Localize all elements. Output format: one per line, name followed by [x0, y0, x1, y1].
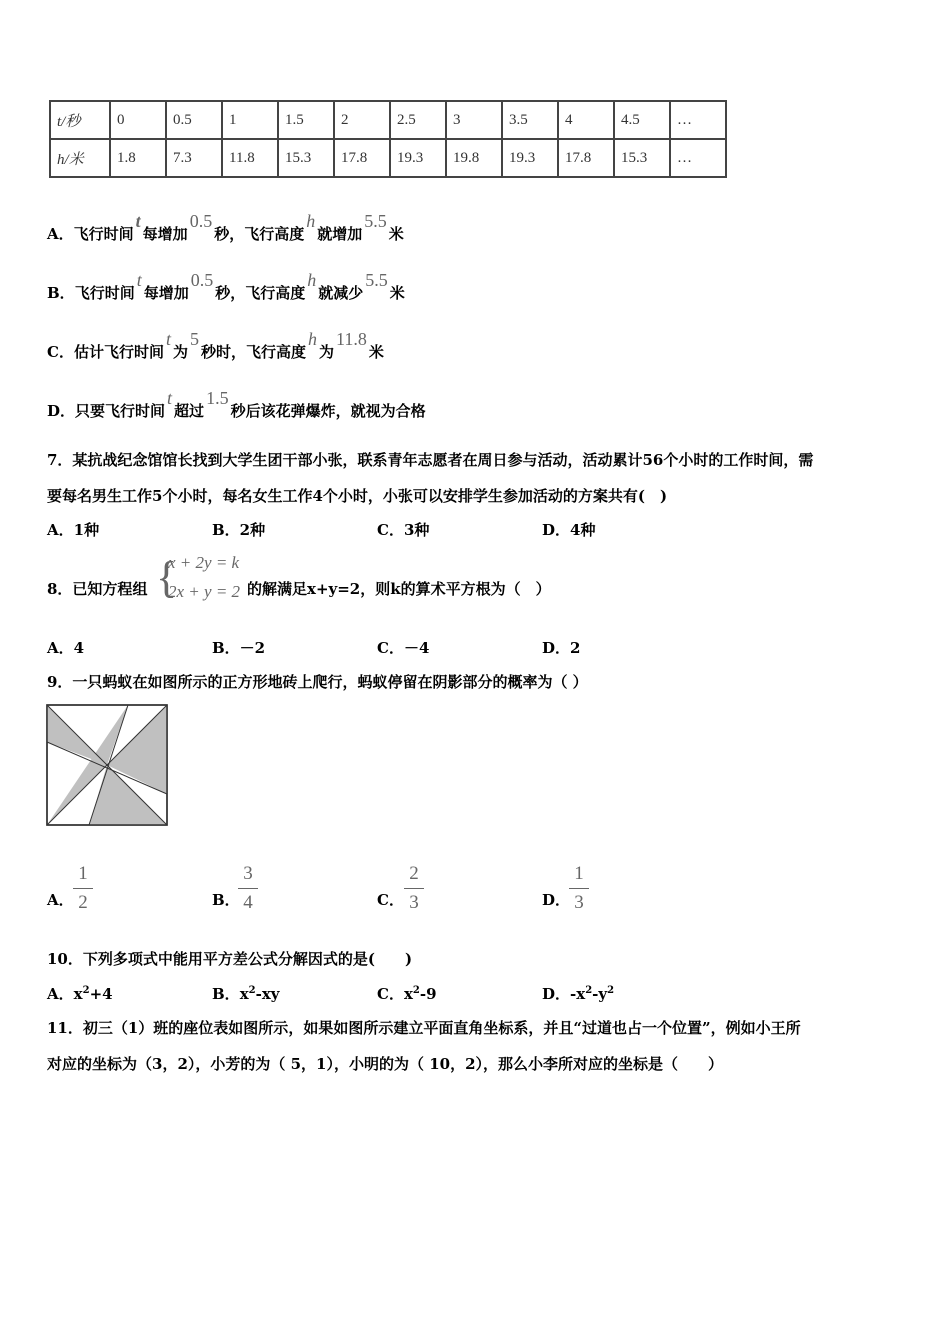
table-cell: 1.5	[278, 101, 334, 139]
option-text: x	[403, 985, 413, 1003]
q10-option-b[interactable]	[212, 983, 280, 1004]
math-var: t	[167, 388, 173, 408]
table-header-h: h/米	[50, 139, 110, 177]
option-label: A．	[47, 225, 74, 243]
fraction-numerator: 1	[78, 863, 88, 884]
math-num: 5	[190, 329, 199, 349]
option-text: 为	[319, 343, 335, 361]
table-cell: 3.5	[502, 101, 558, 139]
table-cell: …	[670, 101, 726, 139]
fraction-numerator: 2	[409, 863, 419, 884]
math-num: 1.5	[206, 388, 229, 408]
option-text: -y	[592, 985, 608, 1003]
option-text: 为	[172, 343, 188, 361]
option-text: 米	[388, 225, 404, 243]
math-num: 5.5	[365, 270, 388, 290]
table-cell: 4.5	[614, 101, 670, 139]
option-text: -9	[419, 985, 437, 1003]
exponent: 2	[607, 985, 615, 996]
option-text: 就增加	[317, 225, 363, 243]
table-row-time	[50, 101, 726, 139]
q8-option-b[interactable]: B．－2	[212, 639, 266, 657]
option-text: 米	[389, 284, 405, 302]
q11-line1: 11．初三（1）班的座位表如图所示，如果如图所示建立平面直角坐标系，并且“过道也占一个位置”，例如小王所	[47, 1019, 801, 1037]
q7-option-c[interactable]: C．3种	[377, 521, 430, 539]
option-text: 就减少	[318, 284, 364, 302]
q6-option-a[interactable]	[47, 211, 404, 244]
option-text: 秒时，飞行高度	[201, 343, 307, 361]
option-text: +4	[89, 985, 113, 1003]
q7-option-a[interactable]: A．1种	[47, 521, 100, 539]
q8-equation-2: 2x + y = 2	[168, 582, 241, 601]
table-cell: 19.3	[390, 139, 446, 177]
option-text: 秒后该花弹爆炸，就视为合格	[230, 402, 426, 420]
q9-option-c-label[interactable]: C．	[377, 891, 404, 909]
table-cell: 4	[558, 101, 614, 139]
q10-option-a[interactable]	[47, 983, 113, 1004]
math-var: t	[136, 270, 142, 290]
q6-option-b[interactable]	[47, 270, 405, 303]
option-text: 超过	[174, 402, 205, 420]
option-text: x	[73, 985, 83, 1003]
fraction-denominator: 2	[78, 892, 88, 913]
q7-option-d[interactable]: D．4种	[542, 521, 596, 539]
exponent: 2	[248, 985, 256, 996]
math-var: h	[307, 270, 317, 290]
brace-icon: {	[156, 553, 178, 602]
table-cell: 15.3	[614, 139, 670, 177]
table-cell: 17.8	[558, 139, 614, 177]
table-cell: 3	[446, 101, 502, 139]
table-cell: 15.3	[278, 139, 334, 177]
table-cell: 7.3	[166, 139, 222, 177]
exponent: 2	[82, 985, 90, 996]
q8-option-a[interactable]: A．4	[47, 639, 85, 657]
exponent: 2	[585, 985, 593, 996]
option-text: 只要飞行时间	[75, 402, 166, 420]
table-cell: 1	[222, 101, 278, 139]
option-text: 秒，飞行高度	[215, 284, 306, 302]
math-num: 0.5	[189, 211, 213, 231]
table-header-t: t/秒	[50, 101, 110, 139]
option-text: 估计飞行时间	[73, 343, 164, 361]
option-label: A．	[47, 985, 74, 1003]
table-cell: 19.8	[446, 139, 502, 177]
table-row-height	[50, 139, 726, 177]
option-label: B．	[212, 985, 240, 1003]
table-cell: 11.8	[222, 139, 278, 177]
table-cell: 2	[334, 101, 390, 139]
fraction-denominator: 3	[574, 892, 584, 913]
math-num: 11.8	[336, 329, 367, 349]
table-cell: 0.5	[166, 101, 222, 139]
q9-option-d-fraction	[569, 863, 589, 914]
math-var: h	[306, 211, 316, 231]
q11-line2: 对应的坐标为（3，2），小芳的为（ 5，1），小明的为（ 10，2），那么小李所对应的坐标是（ ）	[47, 1055, 724, 1073]
option-text: x	[239, 985, 249, 1003]
q9-option-d-label[interactable]: D．	[542, 891, 571, 909]
q10-option-d[interactable]	[542, 983, 614, 1004]
math-num: 0.5	[190, 270, 214, 290]
q8-prefix: 8．已知方程组	[47, 580, 148, 598]
fraction-denominator: 4	[243, 892, 253, 913]
math-var: h	[308, 329, 318, 349]
q9-option-a-fraction	[73, 863, 93, 914]
data-table	[49, 100, 727, 178]
option-text: 飞行时间	[74, 284, 135, 302]
q8-option-d[interactable]: D．2	[542, 639, 581, 657]
q7-line2: 要每名男生工作5个小时，每名女生工作4个小时，小张可以安排学生参加活动的方案共有( )	[47, 487, 668, 505]
option-text: -xy	[255, 985, 280, 1003]
math-var: t	[165, 329, 171, 349]
table-cell: 1.8	[110, 139, 166, 177]
fraction-denominator: 3	[409, 892, 419, 913]
q8-equation-1: x + 2y = k	[168, 553, 240, 572]
q9-option-b-label[interactable]: B．	[212, 891, 240, 909]
option-label: C．	[377, 985, 404, 1003]
table-cell: 0	[110, 101, 166, 139]
q7-option-b[interactable]: B．2种	[212, 521, 266, 539]
q7-line1: 7．某抗战纪念馆馆长找到大学生团干部小张，联系青年志愿者在周日参与活动，活动累计56个小时的工作时间，需	[47, 451, 814, 469]
option-text: 每增加	[142, 225, 188, 243]
q8-option-c[interactable]: C．－4	[377, 639, 430, 657]
fraction-numerator: 3	[243, 863, 253, 884]
fraction-numerator: 1	[574, 863, 584, 884]
q10-option-c[interactable]	[377, 983, 437, 1004]
math-num: 5.5	[364, 211, 387, 231]
q9-option-a-label[interactable]: A．	[47, 891, 74, 909]
option-text: 秒，飞行高度	[214, 225, 305, 243]
math-var: t	[135, 211, 141, 231]
square-tile-figure	[46, 704, 168, 826]
q6-option-c[interactable]	[47, 329, 384, 362]
option-text: 米	[368, 343, 384, 361]
option-label: B．	[47, 284, 75, 302]
option-label: D．	[47, 402, 76, 420]
q9-option-b-fraction	[238, 863, 258, 914]
table-cell: 17.8	[334, 139, 390, 177]
option-text: 每增加	[143, 284, 189, 302]
q10-text: 10．下列多项式中能用平方差公式分解因式的是( )	[47, 950, 413, 968]
table-cell: 19.3	[502, 139, 558, 177]
exponent: 2	[412, 985, 420, 996]
option-text: -x	[570, 985, 586, 1003]
q6-option-d[interactable]	[47, 388, 426, 421]
q8-suffix: 的解满足x+y=2，则k的算术平方根为（ ）	[247, 580, 551, 598]
table-cell: 2.5	[390, 101, 446, 139]
option-label: D．	[542, 985, 571, 1003]
option-label: C．	[47, 343, 74, 361]
option-text: 飞行时间	[73, 225, 134, 243]
table-cell: …	[670, 139, 726, 177]
q9-text: 9．一只蚂蚁在如图所示的正方形地砖上爬行，蚂蚁停留在阴影部分的概率为（ ）	[47, 673, 588, 691]
q9-option-c-fraction	[404, 863, 424, 914]
